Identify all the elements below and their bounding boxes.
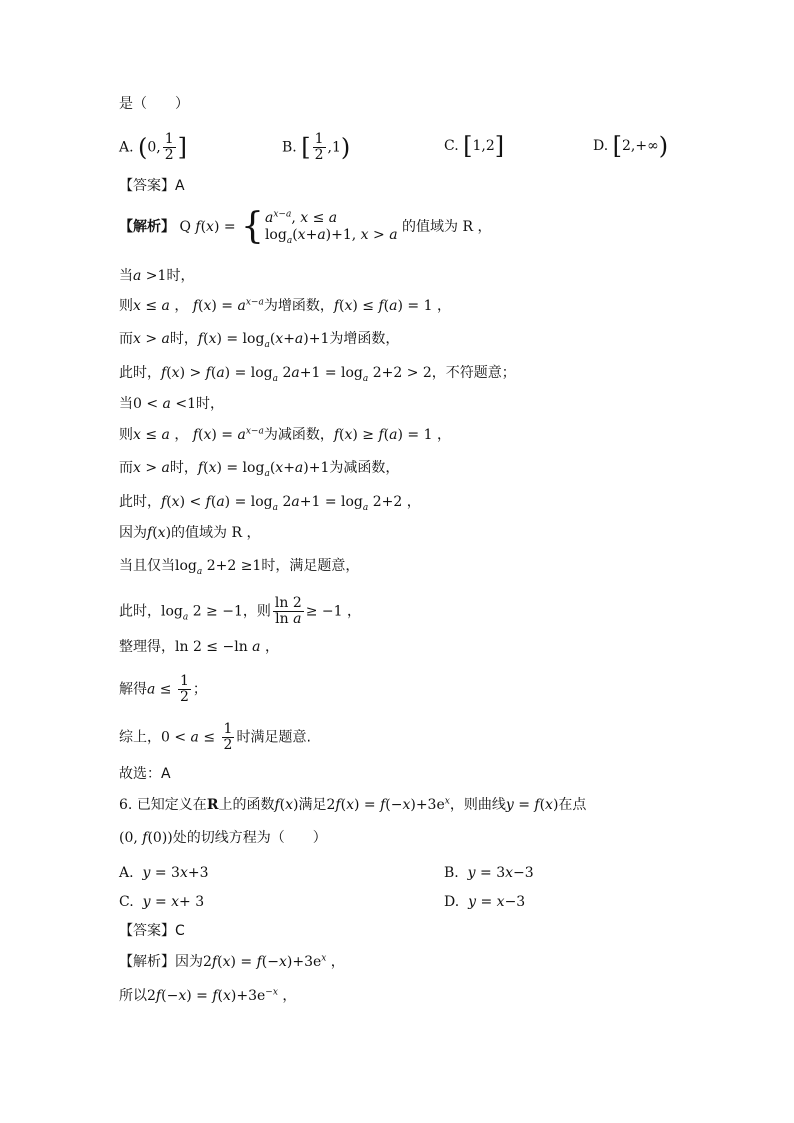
q5-line-3: 而x > a时，$f(x) = \log_a(x+a)+1$为增函数， (119, 331, 400, 350)
q6-solution-2: 所以$2f(-x) = f(x)+3e^{-x}$ ， (119, 987, 297, 1004)
q6-answer: 【答案】C (119, 923, 185, 939)
q6-option-c: C. y = x+ 3 (119, 894, 205, 910)
q6-option-b: B. y = 3x−3 (444, 865, 534, 881)
q5-line-11: 此时，$\log_a 2 \ge -1$，则 $\frac{\ln 2}{\text{ln a}}$ ≥ −1 ， (119, 595, 362, 627)
q5-line-10: 当且仅当$\log_a 2+2 \ge 1$时，满足题意， (119, 558, 360, 577)
q6-option-a: A. y = 3x+3 (119, 865, 209, 881)
q5-answer: 【答案】A (119, 178, 185, 194)
q6-stem-line-2: (0, f(0))处的切线方程为（ ） (119, 830, 327, 846)
q5-line-1: 当a >1时， (119, 268, 195, 284)
q5-line-4: 此时，$f(x) > f(a) = \log_a 2a+1 = \log_a 2+2 > 2$，不符题意； (119, 365, 516, 384)
q5-option-b: B. [ $\frac{1}{2}$ ,1) (282, 131, 351, 163)
q5-line-7: 而x > a时，$f(x) = \log_a(x+a)+1$为减函数， (119, 460, 400, 479)
q5-line-15: 故选：A (119, 766, 171, 782)
q6-solution-1: 【解析】因为$2f(x) = f(-x)+3e^x$ ， (119, 953, 345, 970)
q5-line-6: 则x ≤ a ， $f(x) = a^{x-a}$为减函数，f(x) ≥ f(a) = 1 ， (119, 426, 451, 443)
q5-solution-piecewise: 【解析】 Q f(x) = { $a^{x-a}$, x ≤ a $\log_a(x+a)+1$, x > a 的值域为 R ， (119, 206, 492, 247)
q5-line-2: 则x ≤ a ， $f(x) = a^{x-a}$为增函数，f(x) ≤ f(a) = 1 ， (119, 297, 451, 314)
q5-option-c: C. [1,2] (444, 132, 505, 160)
q6-option-d: D. y = x−3 (444, 894, 526, 910)
q5-line-12: 整理得，ln 2 ≤ −ln a ， (119, 639, 279, 655)
q5-line-9: 因为f(x)的值域为 R ， (119, 525, 261, 541)
q5-line-14: 综上，0 < a ≤ $\frac{1}{2}$ 时满足题意. (119, 721, 311, 753)
q5-option-a: A. (0, $\frac{1}{2}$ ] (119, 131, 188, 163)
q5-line-5: 当0 < a <1时， (119, 396, 224, 412)
q6-stem-line-1: 6. 已知定义在R上的函数f(x)满足$2f(x) = f(-x)+3e^x$，则曲线y = f(x)在点 (119, 796, 587, 813)
q5-stem-end: 是（ ） (119, 96, 189, 112)
q5-option-d: D. [2,+∞) (593, 132, 669, 160)
q5-line-8: 此时，$f(x) < f(a) = \log_a 2a+1 = \log_a 2+2$ ， (119, 494, 421, 513)
q5-line-13: 解得a ≤ $\frac{1}{2}$ ； (119, 673, 207, 705)
